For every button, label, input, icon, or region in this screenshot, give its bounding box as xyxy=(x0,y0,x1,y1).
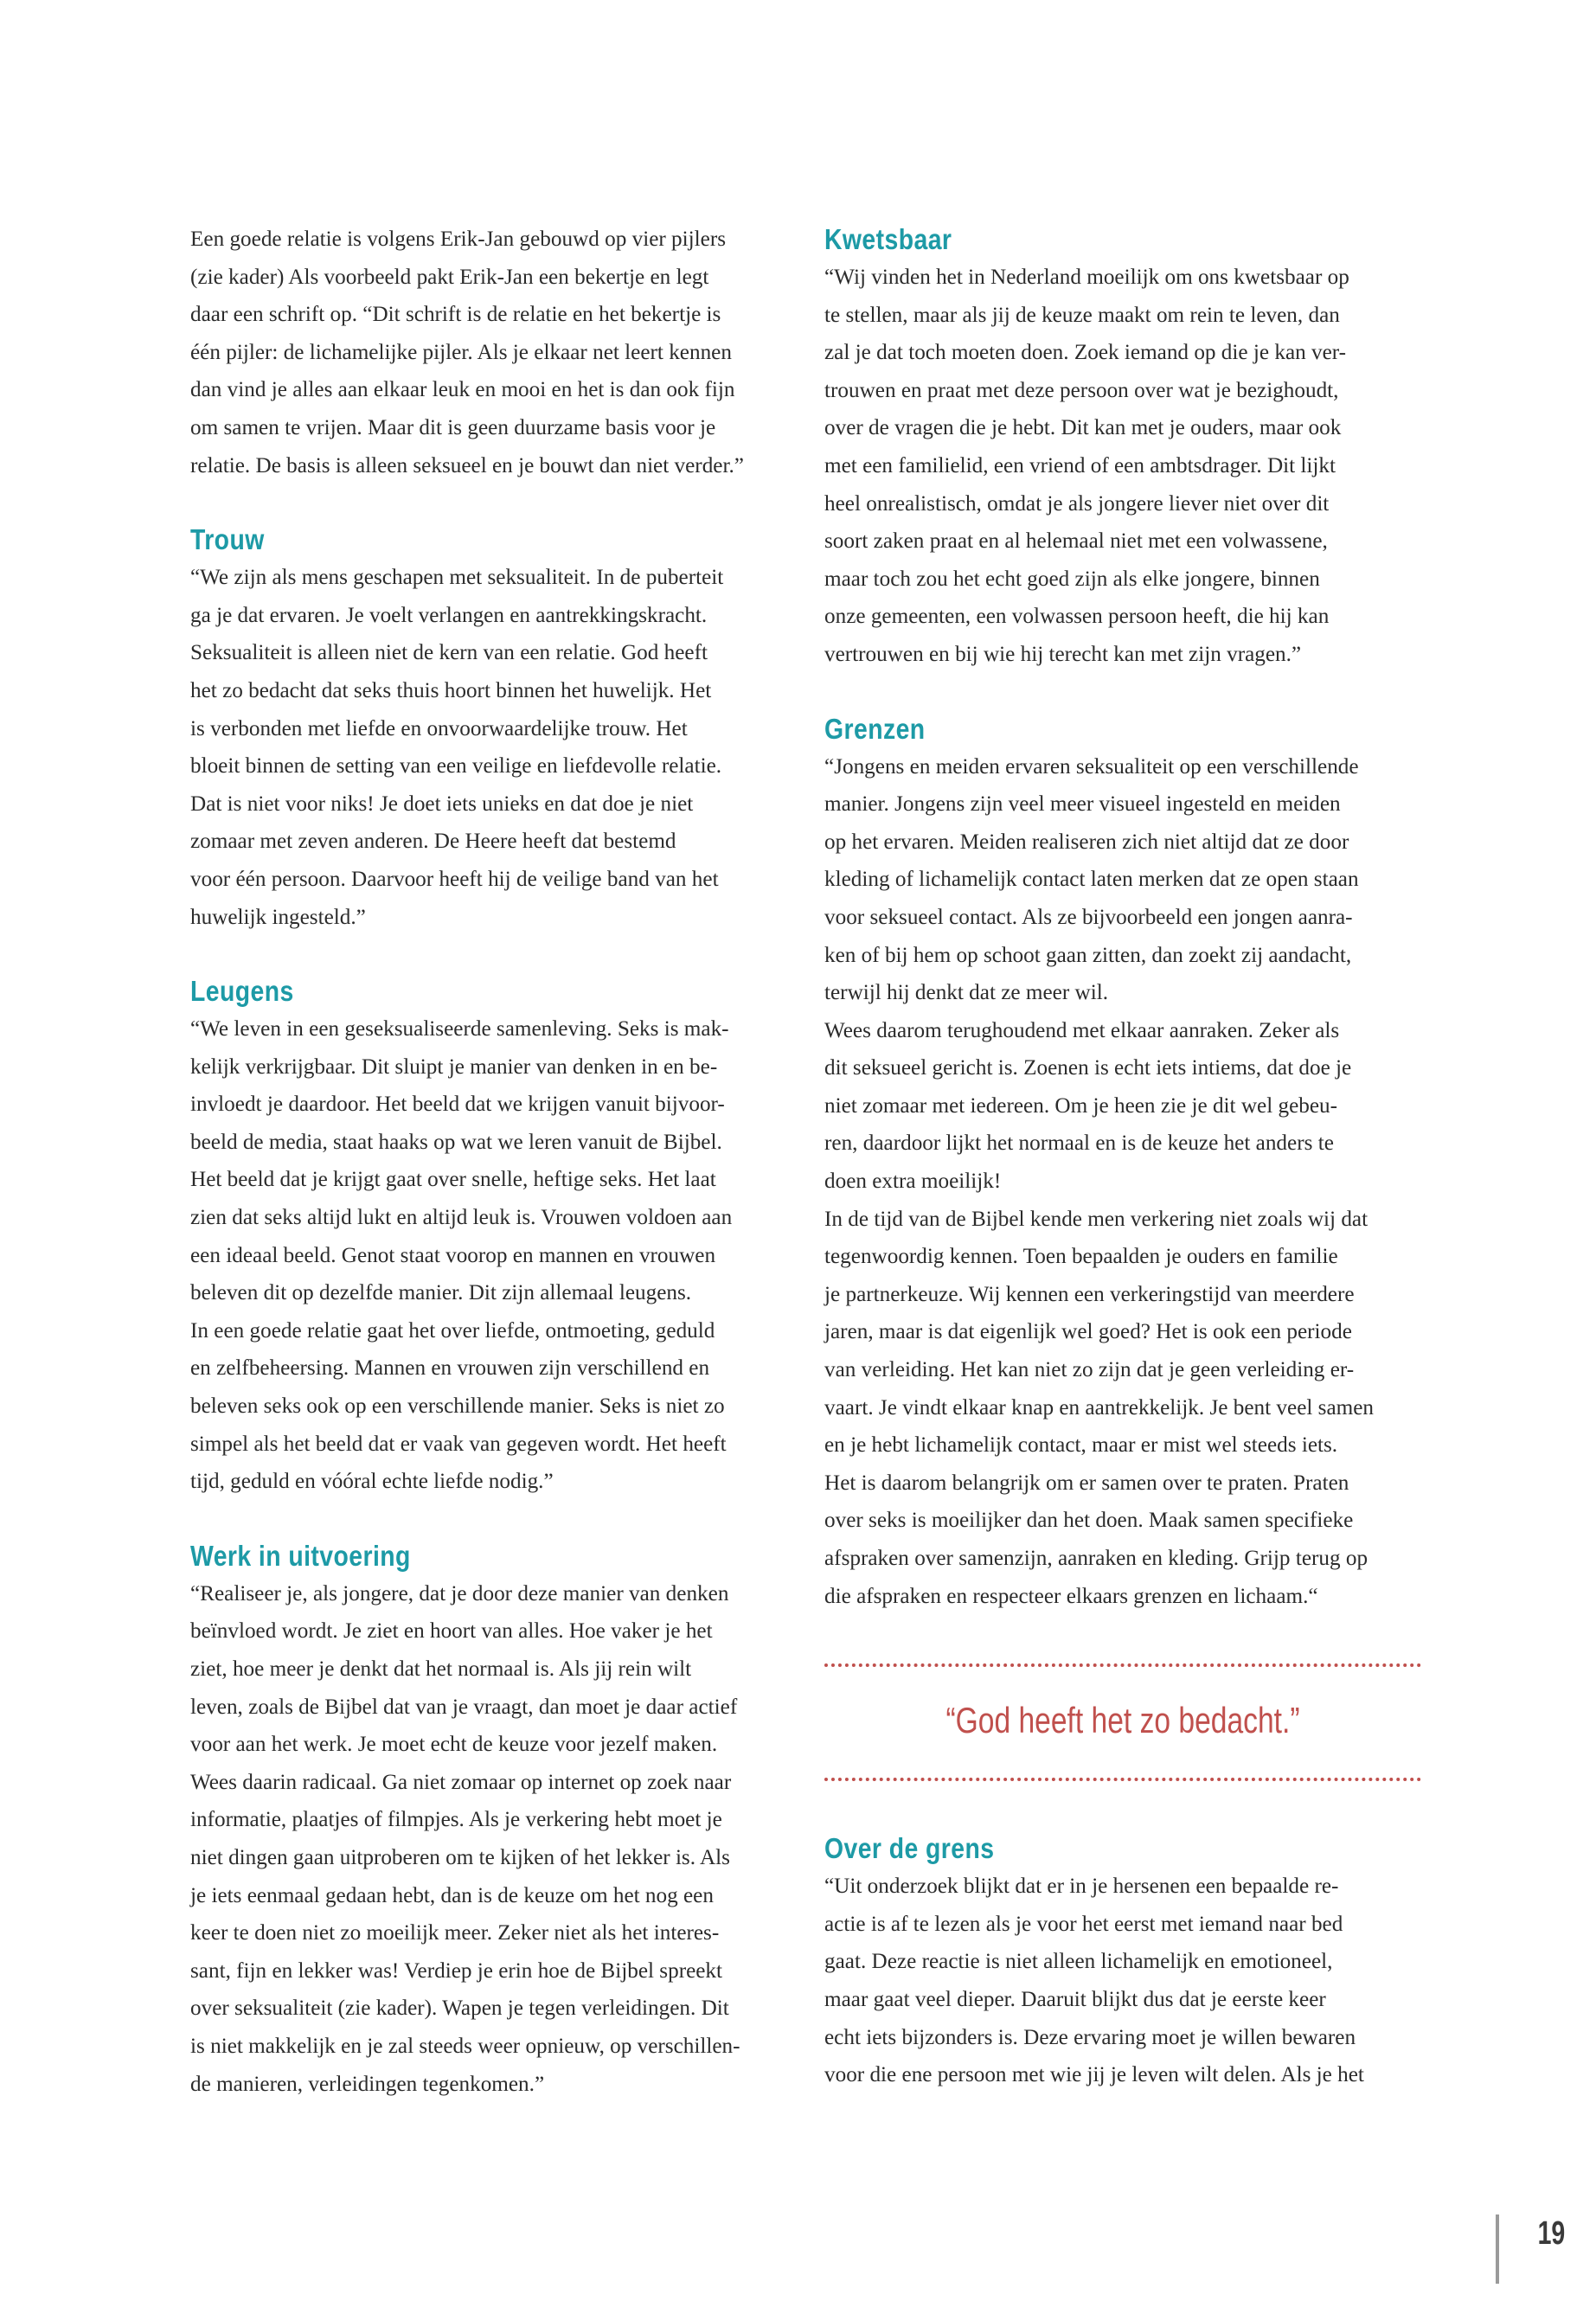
section-trouw xyxy=(190,521,787,936)
page-number: 19 xyxy=(1537,2215,1565,2252)
left-column xyxy=(190,221,787,2103)
section-heading: Trouw xyxy=(190,523,265,556)
section-text: “Wij vinden het in Nederland moeilijk om ons kwetsbaar op te stellen, maar als jij de keuze maakt om rein te leven, dan zal je dat toch moeten doen. Zoek iemand op die je kan ver- trouwen en praat met deze persoon over wat je bezighoudt, over de vragen die je hebt. Dit kan met je ouders, maar ook met een familielid, een vriend of een ambtsdrager. Dit lijkt heel onrealistisch, omdat je als jongere liever niet over dit soort zaken praat en al helemaal niet met een volwassene, maar toch zou het echt goed zijn als elke jongere, binnen onze gemeenten, een volwassen persoon heeft, die hij kan vertrouwen en bij wie hij terecht kan met zijn vragen.” xyxy=(824,266,1349,666)
section-heading: Leugens xyxy=(190,975,294,1008)
section-text: “Uit onderzoek blijkt dat er in je hersenen een bepaalde re- actie is af te lezen als je voor het eerst met iemand naar bed gaat. Deze reactie is niet alleen lichamelijk en emotioneel, maar gaat veel dieper. Daaruit blijkt dus dat je eerste keer echt iets bijzonders is. Deze ervaring moet je willen bewaren voor die ene persoon met wie jij je leven wilt delen. Als je het xyxy=(824,1875,1364,2087)
section-heading: Werk in uitvoering xyxy=(190,1539,411,1572)
section-text: “Realiseer je, als jongere, dat je door deze manier van denken beïnvloed wordt. Je ziet en hoort van alles. Hoe vaker je het ziet, hoe meer je denkt dat het normaal is. Als jij rein wilt leven, zoals de Bijbel dat van je vraagt, dan moet je daar actief voor aan het werk. Je moet echt de keuze voor jezelf maken. Wees daarin radicaal. Ga niet zomaar op internet op zoek naar informatie, plaatjes of filmpjes. Als je verkering hebt moet je niet dingen gaan uitproberen om te kijken of het lekker is. Als je iets eenmaal gedaan hebt, dan is de keuze om het nog een keer te doen niet zo moeilijk meer. Zeker niet als het interes- sant, fijn en lekker was! Verdiep je erin hoe de Bijbel spreekt over seksualiteit (zie kader). Wapen je tegen verleidingen. Dit is niet makkelijk en je zal steeds weer opnieuw, op verschillen- de manieren, verleidingen tegenkomen.” xyxy=(190,1581,740,2096)
section-leugens xyxy=(190,972,787,1501)
section-werk-in-uitvoering xyxy=(190,1537,787,2103)
dotted-divider-top xyxy=(824,1663,1421,1667)
section-heading: Kwetsbaar xyxy=(824,223,952,255)
dotted-divider-bottom xyxy=(824,1778,1421,1781)
pull-quote-box xyxy=(824,1663,1421,1781)
section-text: “We leven in een geseksualiseerde samenleving. Seks is mak- kelijk verkrijgbaar. Dit sluipt je manier van denken in en be- invloedt je daardoor. Het beeld dat we krijgen vanuit bijvoor- beeld de media, staat haaks op wat we leren vanuit de Bijbel. Het beeld dat je krijgt gaat over snelle, heftige seks. Het laat zien dat seks altijd lukt en altijd leuk is. Vrouwen voldoen aan een ideaal beeld. Genot staat voorop en mannen en vrouwen beleven dit op dezelfde manier. Dit zijn allemaal leugens. In een goede relatie gaat het over liefde, ontmoeting, geduld en zelfbeheersing. Mannen en vrouwen zijn verschillend en beleven seks ook op een verschillende manier. Seks is niet zo simpel als het beeld dat er vaak van gegeven wordt. Het heeft tijd, geduld en vóóral echte liefde nodig.” xyxy=(190,1017,733,1494)
pull-quote: “God heeft het zo bedacht.” xyxy=(945,1700,1300,1741)
section-grenzen xyxy=(824,710,1421,1616)
section-text: “Jongens en meiden ervaren seksualiteit op een verschillende manier. Jongens zijn veel meer visueel ingesteld en meiden op het ervaren. Meiden realiseren zich niet altijd dat ze door kleding of lichamelijk contact laten merken dat ze open staan voor seksueel contact. Als ze bijvoorbeeld een jongen aanra- ken of bij hem op schoot gaan zitten, dan zoekt zij aandacht, terwijl hij denkt dat ze meer wil. Wees daarom terughoudend met elkaar aanraken. Zeker als dit seksueel gericht is. Zoenen is echt iets intiems, dat doe je niet zomaar met iedereen. Om je heen zie je dit wel gebeu- ren, daardoor lijkt het normaal en is de keuze het anders te doen extra moeilijk! In de tijd van de Bijbel kende men verkering niet zoals wij dat tegenwoordig kennen. Toen bepaalden je ouders en familie je partnerkeuze. Wij kennen een verkeringstijd van meerdere jaren, maar is dat eigenlijk wel goed? Het is ook een periode van verleiding. Het kan niet zo zijn dat je geen verleiding er- vaart. Je vindt elkaar knap en aantrekkelijk. Je bent veel samen en je hebt lichamelijk contact, maar er mist wel steeds iets. Het is daarom belangrijk om er samen over te praten. Praten over seks is moeilijker dan het doen. Maak samen specifieke afspraken over samenzijn, aanraken en kleding. Grijp terug op die afspraken en respecteer elkaars grenzen en lichaam.“ xyxy=(824,754,1375,1608)
section-heading: Grenzen xyxy=(824,712,926,745)
section-over-de-grens xyxy=(824,1830,1421,2094)
section-heading: Over de grens xyxy=(824,1832,995,1865)
intro-paragraph: Een goede relatie is volgens Erik-Jan gebouwd op vier pijlers (zie kader) Als voorbeeld pakt Erik-Jan een bekertje en legt daar een schrift op. “Dit schrift is de relatie en het bekertje is één pijler: de lichamelijke pijler. Als je elkaar net leert kennen dan vind je alles aan elkaar leuk en mooi en het is dan ook fijn om samen te vrijen. Maar dit is geen duurzame basis voor je relatie. De basis is alleen seksueel en je bouwt dan niet verder.” xyxy=(190,228,744,478)
right-column xyxy=(824,221,1421,2094)
section-text: “We zijn als mens geschapen met seksualiteit. In de puberteit ga je dat ervaren. Je voelt verlangen en aantrekkingskracht. Seksualiteit is alleen niet de kern van een relatie. God heeft het zo bedacht dat seks thuis hoort binnen het huwelijk. Het is verbonden met liefde en onvoorwaardelijke trouw. Het bloeit binnen de setting van een veilige en liefdevolle relatie. Dat is niet voor niks! Je doet iets unieks en dat doe je niet zomaar met zeven anderen. De Heere heeft dat bestemd voor één persoon. Daarvoor heeft hij de veilige band van het huwelijk ingesteld.” xyxy=(190,566,724,929)
section-kwetsbaar xyxy=(824,221,1421,674)
page-number-rule xyxy=(1496,2214,1499,2284)
